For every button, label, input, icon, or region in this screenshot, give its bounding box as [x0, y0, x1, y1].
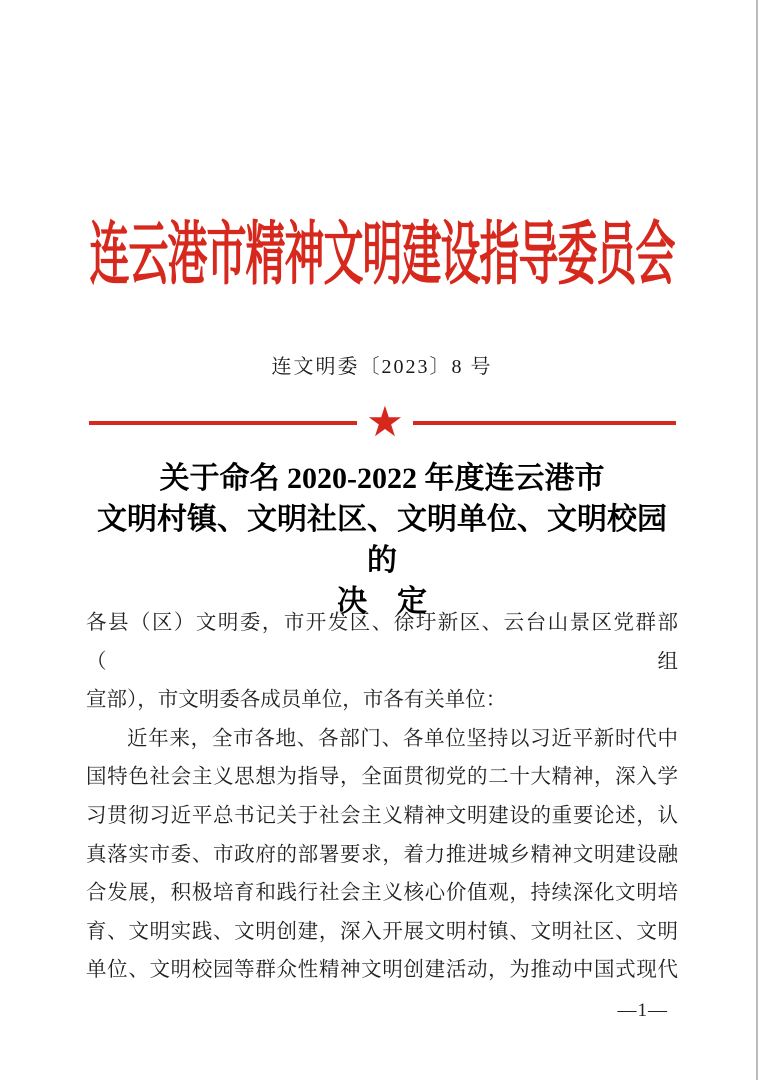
page-right-edge [756, 0, 758, 1080]
body-line-1: 近年来，全市各地、各部门、各单位坚持以习近平新时代中 [127, 727, 678, 750]
body-line-3: 习贯彻习近平总书记关于社会主义精神文明建设的重要论述，认 [86, 804, 678, 827]
doc-number: 连文明委〔2023〕8 号 [271, 356, 493, 378]
page-number: —1— [617, 1000, 668, 1021]
body-line-7: 单位、文明校园等群众性精神文明创建活动，为推动中国式现代 [86, 959, 678, 982]
document-title-line-1: 关于命名 2020-2022 年度连云港市 [159, 462, 605, 495]
document-title-line-2: 文明村镇、文明社区、文明单位、文明校园的 [97, 503, 667, 577]
document-body [86, 604, 678, 990]
salutation-line-2: 宣部），市文明委各成员单位，市各有关单位： [86, 689, 507, 712]
star-icon: ★ [366, 400, 404, 446]
letterhead-title: 连云港市精神文明建设指导委员会 [89, 215, 675, 293]
body-line-2: 国特色社会主义思想为指导，全面贯彻党的二十大精神，深入学 [86, 766, 678, 789]
document-title [85, 458, 679, 622]
salutation-line-1: 各县（区）文明委，市开发区、徐圩新区、云台山景区党群部（组 [86, 612, 678, 673]
document-title-line-3: 决 定 [337, 585, 427, 618]
body-line-4: 真落实市委、市政府的部署要求，着力推进城乡精神文明建设融 [86, 843, 678, 866]
separator-line-right [413, 421, 676, 425]
body-line-6: 育、文明实践、文明创建，深入开展文明村镇、文明社区、文明 [86, 920, 678, 943]
body-line-5: 合发展，积极培育和践行社会主义核心价值观，持续深化文明培 [86, 882, 678, 905]
separator-line-left [89, 421, 357, 425]
